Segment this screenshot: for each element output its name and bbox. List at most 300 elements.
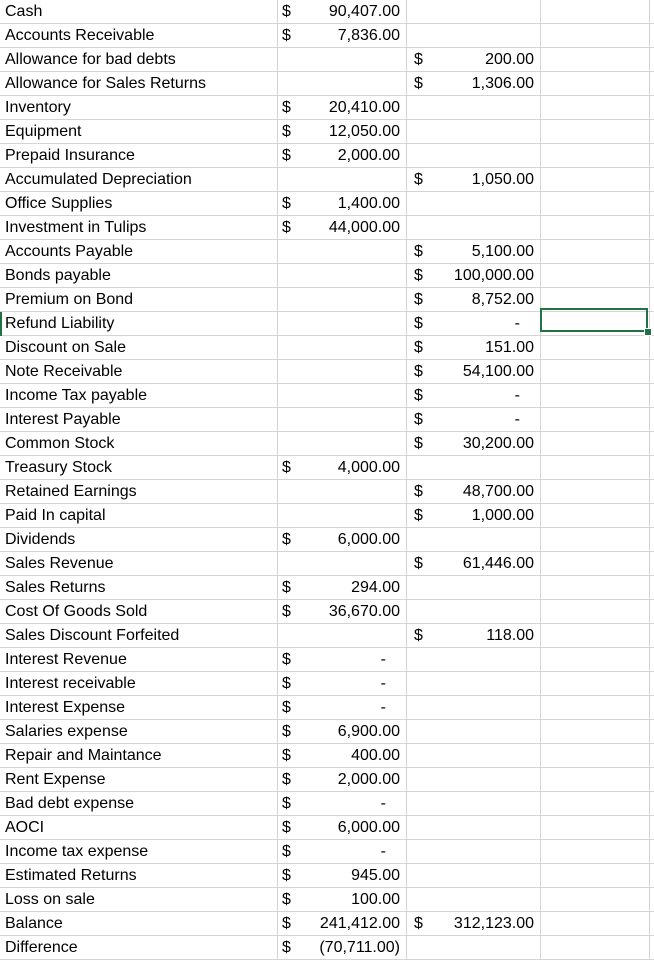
credit-cell[interactable]	[407, 600, 541, 624]
currency-symbol: $	[414, 387, 423, 404]
debit-cell[interactable]	[278, 888, 407, 912]
empty-cell[interactable]	[650, 600, 654, 624]
currency-symbol: $	[282, 891, 291, 908]
empty-cell[interactable]	[650, 72, 654, 96]
account-name-cell[interactable]: Sales Discount Forfeited	[0, 624, 278, 648]
debit-cell[interactable]	[278, 24, 407, 48]
empty-cell[interactable]	[541, 192, 650, 216]
selected-cell[interactable]	[540, 308, 648, 332]
debit-cell[interactable]	[278, 144, 407, 168]
empty-cell[interactable]	[650, 96, 654, 120]
empty-cell[interactable]	[541, 504, 650, 528]
amount-value: 6,000.00	[337, 531, 400, 548]
credit-cell[interactable]	[407, 552, 541, 576]
currency-symbol: $	[282, 651, 291, 668]
credit-cell[interactable]	[407, 216, 541, 240]
credit-cell[interactable]	[407, 888, 541, 912]
debit-cell[interactable]	[278, 408, 407, 432]
credit-cell[interactable]	[407, 696, 541, 720]
credit-cell[interactable]	[407, 384, 541, 408]
account-name-cell[interactable]: Allowance for Sales Returns	[0, 72, 278, 96]
amount-value: 8,752.00	[471, 291, 534, 308]
debit-cell[interactable]	[278, 384, 407, 408]
credit-cell[interactable]	[407, 456, 541, 480]
currency-symbol: $	[282, 675, 291, 692]
amount-value: -	[380, 699, 386, 716]
debit-cell[interactable]	[278, 504, 407, 528]
empty-cell[interactable]	[541, 864, 650, 888]
empty-cell[interactable]	[541, 552, 650, 576]
credit-cell[interactable]	[407, 336, 541, 360]
credit-cell[interactable]	[407, 816, 541, 840]
currency-symbol: $	[414, 291, 423, 308]
account-name-cell[interactable]: Treasury Stock	[0, 456, 278, 480]
account-name-cell[interactable]: Interest Revenue	[0, 648, 278, 672]
debit-cell[interactable]	[278, 912, 407, 936]
table-row	[0, 576, 654, 600]
account-name-cell[interactable]: Interest receivable	[0, 672, 278, 696]
amount-value: 100.00	[351, 891, 400, 908]
empty-cell[interactable]	[541, 0, 650, 24]
empty-cell[interactable]	[541, 336, 650, 360]
empty-cell[interactable]	[541, 840, 650, 864]
amount-value: 54,100.00	[462, 363, 534, 380]
account-name-cell[interactable]: Accumulated Depreciation	[0, 168, 278, 192]
currency-symbol: $	[414, 339, 423, 356]
table-row	[0, 720, 654, 744]
table-row	[0, 552, 654, 576]
credit-cell[interactable]	[407, 48, 541, 72]
amount-value: 48,700.00	[462, 483, 534, 500]
empty-cell[interactable]	[650, 648, 654, 672]
credit-cell[interactable]	[407, 720, 541, 744]
table-row	[0, 408, 654, 432]
debit-cell[interactable]	[278, 648, 407, 672]
amount-value: 400.00	[351, 747, 400, 764]
empty-cell[interactable]	[650, 864, 654, 888]
currency-symbol: $	[414, 507, 423, 524]
debit-cell[interactable]	[278, 456, 407, 480]
credit-cell[interactable]	[407, 840, 541, 864]
debit-cell[interactable]	[278, 264, 407, 288]
debit-cell[interactable]	[278, 360, 407, 384]
account-name-cell[interactable]: Paid In capital	[0, 504, 278, 528]
table-row	[0, 456, 654, 480]
currency-symbol: $	[414, 267, 423, 284]
credit-cell[interactable]	[407, 792, 541, 816]
currency-symbol: $	[414, 435, 423, 452]
credit-cell[interactable]	[407, 192, 541, 216]
amount-value: 1,400.00	[337, 195, 400, 212]
amount-value: -	[380, 651, 386, 668]
account-name-cell[interactable]: Bonds payable	[0, 264, 278, 288]
empty-cell[interactable]	[650, 24, 654, 48]
currency-symbol: $	[282, 123, 291, 140]
table-row	[0, 672, 654, 696]
table-row	[0, 120, 654, 144]
empty-cell[interactable]	[541, 168, 650, 192]
currency-symbol: $	[414, 243, 423, 260]
currency-symbol: $	[282, 747, 291, 764]
amount-value: 61,446.00	[462, 555, 534, 572]
table-row	[0, 504, 654, 528]
empty-cell[interactable]	[650, 576, 654, 600]
credit-cell[interactable]	[407, 744, 541, 768]
empty-cell[interactable]	[541, 744, 650, 768]
empty-cell[interactable]	[650, 144, 654, 168]
debit-cell[interactable]	[278, 192, 407, 216]
table-row	[0, 96, 654, 120]
debit-cell[interactable]	[278, 552, 407, 576]
debit-cell[interactable]	[278, 168, 407, 192]
empty-cell[interactable]	[650, 720, 654, 744]
empty-cell[interactable]	[541, 72, 650, 96]
empty-cell[interactable]	[541, 816, 650, 840]
account-name-cell[interactable]: Interest Payable	[0, 408, 278, 432]
empty-cell[interactable]	[541, 576, 650, 600]
amount-value: 100,000.00	[453, 267, 534, 284]
empty-cell[interactable]	[541, 624, 650, 648]
currency-symbol: $	[414, 363, 423, 380]
debit-cell[interactable]	[278, 936, 407, 960]
amount-value: 30,200.00	[462, 435, 534, 452]
debit-cell[interactable]	[278, 576, 407, 600]
table-row	[0, 48, 654, 72]
account-name-cell[interactable]: Retained Earnings	[0, 480, 278, 504]
credit-cell[interactable]	[407, 240, 541, 264]
empty-cell[interactable]	[541, 120, 650, 144]
account-name-cell[interactable]: Equipment	[0, 120, 278, 144]
credit-cell[interactable]	[407, 360, 541, 384]
account-name-cell[interactable]: Estimated Returns	[0, 864, 278, 888]
table-row	[0, 600, 654, 624]
credit-cell[interactable]	[407, 24, 541, 48]
table-row	[0, 360, 654, 384]
debit-cell[interactable]	[278, 96, 407, 120]
currency-symbol: $	[282, 699, 291, 716]
empty-cell[interactable]	[650, 408, 654, 432]
account-name-cell[interactable]: Prepaid Insurance	[0, 144, 278, 168]
credit-cell[interactable]	[407, 528, 541, 552]
empty-cell[interactable]	[541, 240, 650, 264]
empty-cell[interactable]	[650, 624, 654, 648]
credit-cell[interactable]	[407, 264, 541, 288]
empty-cell[interactable]	[650, 384, 654, 408]
table-row	[0, 168, 654, 192]
table-row	[0, 480, 654, 504]
debit-cell[interactable]	[278, 288, 407, 312]
debit-cell[interactable]	[278, 720, 407, 744]
debit-cell[interactable]	[278, 600, 407, 624]
table-row	[0, 192, 654, 216]
empty-cell[interactable]	[541, 600, 650, 624]
account-name-cell[interactable]: Premium on Bond	[0, 288, 278, 312]
currency-symbol: $	[414, 171, 423, 188]
account-name-cell[interactable]: Income tax expense	[0, 840, 278, 864]
amount-value: 118.00	[486, 627, 534, 644]
empty-cell[interactable]	[541, 648, 650, 672]
empty-cell[interactable]	[541, 144, 650, 168]
empty-cell[interactable]	[650, 0, 654, 24]
empty-cell[interactable]	[650, 240, 654, 264]
debit-cell[interactable]	[278, 672, 407, 696]
empty-cell[interactable]	[650, 528, 654, 552]
credit-cell[interactable]	[407, 288, 541, 312]
empty-cell[interactable]	[541, 48, 650, 72]
empty-cell[interactable]	[650, 48, 654, 72]
account-name-cell[interactable]: Cost Of Goods Sold	[0, 600, 278, 624]
amount-value: 7,836.00	[337, 27, 400, 44]
table-row	[0, 72, 654, 96]
empty-cell[interactable]	[650, 192, 654, 216]
empty-cell[interactable]	[650, 744, 654, 768]
debit-cell[interactable]	[278, 0, 407, 24]
credit-cell[interactable]	[407, 504, 541, 528]
debit-cell[interactable]	[278, 744, 407, 768]
empty-cell[interactable]	[650, 336, 654, 360]
account-name-cell[interactable]: Interest Expense	[0, 696, 278, 720]
empty-cell[interactable]	[541, 672, 650, 696]
amount-value: -	[380, 843, 386, 860]
account-name-cell[interactable]: Investment in Tulips	[0, 216, 278, 240]
currency-symbol: $	[282, 819, 291, 836]
table-row	[0, 912, 654, 936]
credit-cell[interactable]	[407, 648, 541, 672]
amount-value: -	[514, 315, 520, 332]
credit-cell[interactable]	[407, 936, 541, 960]
currency-symbol: $	[414, 483, 423, 500]
amount-value: 5,100.00	[471, 243, 534, 260]
account-name-cell[interactable]: Accounts Payable	[0, 240, 278, 264]
account-name-cell[interactable]: Repair and Maintance	[0, 744, 278, 768]
credit-cell[interactable]	[407, 72, 541, 96]
empty-cell[interactable]	[541, 408, 650, 432]
amount-value: 151.00	[485, 339, 534, 356]
debit-cell[interactable]	[278, 816, 407, 840]
table-row	[0, 264, 654, 288]
currency-symbol: $	[282, 219, 291, 236]
amount-value: 1,306.00	[471, 75, 534, 92]
empty-cell[interactable]	[541, 912, 650, 936]
table-row	[0, 648, 654, 672]
fill-handle[interactable]	[644, 328, 652, 336]
credit-cell[interactable]	[407, 432, 541, 456]
credit-cell[interactable]	[407, 480, 541, 504]
credit-cell[interactable]	[407, 672, 541, 696]
empty-cell[interactable]	[650, 936, 654, 960]
amount-value: 312,123.00	[453, 915, 534, 932]
credit-cell[interactable]	[407, 624, 541, 648]
debit-cell[interactable]	[278, 120, 407, 144]
empty-cell[interactable]	[541, 720, 650, 744]
account-name-cell[interactable]: AOCI	[0, 816, 278, 840]
amount-value: -	[514, 387, 520, 404]
empty-cell[interactable]	[650, 888, 654, 912]
currency-symbol: $	[282, 531, 291, 548]
empty-cell[interactable]	[541, 768, 650, 792]
account-name-cell[interactable]: Sales Revenue	[0, 552, 278, 576]
account-name-cell[interactable]: Office Supplies	[0, 192, 278, 216]
empty-cell[interactable]	[541, 936, 650, 960]
empty-cell[interactable]	[650, 432, 654, 456]
currency-symbol: $	[282, 27, 291, 44]
empty-cell[interactable]	[541, 96, 650, 120]
table-row	[0, 384, 654, 408]
currency-symbol: $	[282, 867, 291, 884]
amount-value: 241,412.00	[319, 915, 400, 932]
table-row	[0, 744, 654, 768]
account-name-cell[interactable]: Salaries expense	[0, 720, 278, 744]
currency-symbol: $	[282, 915, 291, 932]
amount-value: -	[380, 675, 386, 692]
debit-cell[interactable]	[278, 72, 407, 96]
empty-cell[interactable]	[541, 24, 650, 48]
table-row	[0, 432, 654, 456]
credit-cell[interactable]	[407, 96, 541, 120]
currency-symbol: $	[414, 315, 423, 332]
currency-symbol: $	[414, 555, 423, 572]
credit-cell[interactable]	[407, 0, 541, 24]
amount-value: 294.00	[351, 579, 400, 596]
amount-value: 945.00	[351, 867, 400, 884]
credit-cell[interactable]	[407, 864, 541, 888]
account-name-cell[interactable]: Difference	[0, 936, 278, 960]
currency-symbol: $	[414, 915, 423, 932]
account-name-cell[interactable]: Note Receivable	[0, 360, 278, 384]
debit-cell[interactable]	[278, 624, 407, 648]
empty-cell[interactable]	[650, 912, 654, 936]
debit-cell[interactable]	[278, 768, 407, 792]
currency-symbol: $	[282, 147, 291, 164]
credit-cell[interactable]	[407, 408, 541, 432]
debit-cell[interactable]	[278, 240, 407, 264]
empty-cell[interactable]	[650, 120, 654, 144]
empty-cell[interactable]	[650, 216, 654, 240]
empty-cell[interactable]	[541, 888, 650, 912]
account-name-cell[interactable]: Bad debt expense	[0, 792, 278, 816]
account-name-cell[interactable]: Rent Expense	[0, 768, 278, 792]
credit-cell[interactable]	[407, 912, 541, 936]
table-row	[0, 696, 654, 720]
debit-cell[interactable]	[278, 840, 407, 864]
account-name-cell[interactable]: Refund Liability	[0, 312, 278, 336]
credit-cell[interactable]	[407, 120, 541, 144]
table-row	[0, 0, 654, 24]
account-name-cell[interactable]: Balance	[0, 912, 278, 936]
table-row	[0, 336, 654, 360]
currency-symbol: $	[414, 75, 423, 92]
currency-symbol: $	[282, 579, 291, 596]
debit-cell[interactable]	[278, 48, 407, 72]
account-name-cell[interactable]: Cash	[0, 0, 278, 24]
empty-cell[interactable]	[650, 816, 654, 840]
empty-cell[interactable]	[650, 288, 654, 312]
currency-symbol: $	[282, 3, 291, 20]
debit-cell[interactable]	[278, 864, 407, 888]
empty-cell[interactable]	[650, 840, 654, 864]
empty-cell[interactable]	[541, 264, 650, 288]
currency-symbol: $	[282, 603, 291, 620]
account-name-cell[interactable]: Accounts Receivable	[0, 24, 278, 48]
amount-value: 44,000.00	[328, 219, 400, 236]
credit-cell[interactable]	[407, 312, 541, 336]
row-indicator	[0, 312, 2, 336]
table-row	[0, 240, 654, 264]
empty-cell[interactable]	[650, 792, 654, 816]
account-name-cell[interactable]: Allowance for bad debts	[0, 48, 278, 72]
empty-cell[interactable]	[541, 528, 650, 552]
empty-cell[interactable]	[541, 384, 650, 408]
empty-cell[interactable]	[650, 360, 654, 384]
empty-cell[interactable]	[650, 480, 654, 504]
currency-symbol: $	[414, 627, 423, 644]
empty-cell[interactable]	[541, 216, 650, 240]
amount-value: 4,000.00	[337, 459, 400, 476]
debit-cell[interactable]	[278, 792, 407, 816]
amount-value: 1,000.00	[471, 507, 534, 524]
amount-value: 2,000.00	[337, 147, 400, 164]
empty-cell[interactable]	[650, 672, 654, 696]
empty-cell[interactable]	[650, 264, 654, 288]
account-name-cell[interactable]: Loss on sale	[0, 888, 278, 912]
account-name-cell[interactable]: Inventory	[0, 96, 278, 120]
table-row	[0, 24, 654, 48]
credit-cell[interactable]	[407, 168, 541, 192]
empty-cell[interactable]	[541, 456, 650, 480]
empty-cell[interactable]	[541, 792, 650, 816]
debit-cell[interactable]	[278, 696, 407, 720]
empty-cell[interactable]	[541, 360, 650, 384]
account-name-cell[interactable]: Discount on Sale	[0, 336, 278, 360]
debit-cell[interactable]	[278, 312, 407, 336]
currency-symbol: $	[282, 795, 291, 812]
empty-cell[interactable]	[650, 696, 654, 720]
credit-cell[interactable]	[407, 576, 541, 600]
table-row	[0, 864, 654, 888]
empty-cell[interactable]	[541, 480, 650, 504]
account-name-cell[interactable]: Sales Returns	[0, 576, 278, 600]
empty-cell[interactable]	[541, 696, 650, 720]
currency-symbol: $	[282, 771, 291, 788]
amount-value: 2,000.00	[337, 771, 400, 788]
empty-cell[interactable]	[650, 768, 654, 792]
credit-cell[interactable]	[407, 144, 541, 168]
empty-cell[interactable]	[650, 552, 654, 576]
amount-value: -	[380, 795, 386, 812]
amount-value: 1,050.00	[471, 171, 534, 188]
currency-symbol: $	[414, 411, 423, 428]
account-name-cell[interactable]: Common Stock	[0, 432, 278, 456]
empty-cell[interactable]	[650, 504, 654, 528]
empty-cell[interactable]	[650, 168, 654, 192]
currency-symbol: $	[282, 459, 291, 476]
debit-cell[interactable]	[278, 216, 407, 240]
debit-cell[interactable]	[278, 432, 407, 456]
account-name-cell[interactable]: Dividends	[0, 528, 278, 552]
debit-cell[interactable]	[278, 336, 407, 360]
debit-cell[interactable]	[278, 480, 407, 504]
amount-value: 90,407.00	[328, 3, 400, 20]
amount-value: 20,410.00	[328, 99, 400, 116]
amount-value: 6,000.00	[337, 819, 400, 836]
debit-cell[interactable]	[278, 528, 407, 552]
currency-symbol: $	[282, 99, 291, 116]
empty-cell[interactable]	[650, 456, 654, 480]
table-row	[0, 144, 654, 168]
account-name-cell[interactable]: Income Tax payable	[0, 384, 278, 408]
empty-cell[interactable]	[541, 432, 650, 456]
credit-cell[interactable]	[407, 768, 541, 792]
